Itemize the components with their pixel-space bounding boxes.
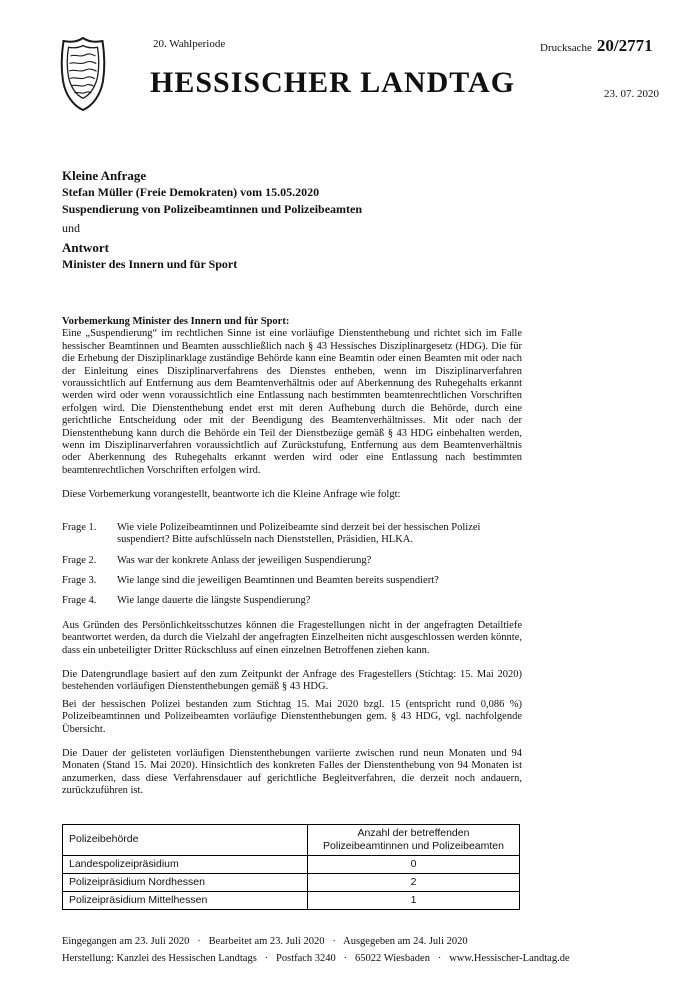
footer: [62, 933, 662, 967]
anfrage-subject: Suspendierung von Polizeibeamtinnen und Polizeibeamten: [62, 202, 363, 216]
table-row: [63, 855, 520, 873]
drucksache: [540, 36, 653, 56]
answer-paragraph: Aus Gründen des Persönlichkeitsschutzes können die Fragestellungen nicht in der angefragten Detailtiefe beantwortet werden, da durch die Vielzahl der angefragten Einzelheiten nicht ausgeschlossen werden könnte, dass ein unbeteiligter Dritter Rückschluss auf einen einzelnen Betroffenen ziehen kann.: [62, 619, 522, 656]
question-row: [62, 522, 522, 547]
minister-line: Minister des Innern und für Sport: [62, 257, 238, 271]
kleine-anfrage-heading: Kleine Anfrage: [62, 168, 147, 183]
question-label: Frage 2.: [62, 554, 97, 566]
footer-line-publisher: Herstellung: Kanzlei des Hessischen Landtags · Postfach 3240 · 65022 Wiesbaden · www.Hessischer-Landtag.de: [62, 953, 570, 964]
question-text: Wie lange sind die jeweiligen Beamtinnen und Beamten bereits suspendiert?: [117, 574, 439, 586]
answer-paragraph: Die Datengrundlage basiert auf den zum Zeitpunkt der Anfrage des Fragestellers (Stichtag: 15. Mai 2020) bestehenden vorläufigen Dienstenthebungen gemäß § 43 HDG.: [62, 668, 522, 693]
cell-behoerde: Polizeipräsidium Mittelhessen: [63, 891, 308, 909]
question-text: Wie viele Polizeibeamtinnen und Polizeibeamte sind derzeit bei der hessischen Polizei suspendiert? Bitte aufschlüsseln nach Dienststellen, Präsidien, HLKA.: [117, 521, 481, 546]
table-row: [63, 873, 520, 891]
document-body: [62, 168, 522, 910]
question-text: Was war der konkrete Anlass der jeweiligen Suspendierung?: [117, 554, 372, 566]
intro-line: Diese Vorbemerkung vorangestellt, beantworte ich die Kleine Anfrage wie folgt:: [62, 489, 401, 501]
cell-anzahl: 0: [308, 855, 520, 873]
question-label: Frage 1.: [62, 521, 97, 533]
table-header-row: [63, 824, 520, 855]
cell-anzahl: 2: [308, 873, 520, 891]
landtag-title: HESSISCHER LANDTAG: [150, 66, 516, 99]
answer-paragraph: Bei der hessischen Polizei bestanden zum Stichtag 15. Mai 2020 bzgl. 15 (entspricht rund 0,086 %) Polizeibeamtinnen und Polizeibeamten vorläufige Dienstenthebungen gem. § 43 HDG, vgl. nachfolgende Übersicht.: [62, 698, 522, 735]
question-label: Frage 3.: [62, 574, 97, 586]
question-label: Frage 4.: [62, 595, 97, 607]
table-row: [63, 891, 520, 909]
vorbemerkung-heading: Vorbemerkung Minister des Innern und für Sport:: [62, 316, 290, 327]
und-connector: und: [62, 221, 80, 235]
document-date: 23. 07. 2020: [604, 88, 659, 100]
question-row: [62, 555, 522, 567]
questions-list: [62, 522, 522, 608]
question-text: Wie lange dauerte die längste Suspendierung?: [117, 595, 311, 607]
cell-anzahl: 1: [308, 891, 520, 909]
statistics-table: [62, 824, 520, 910]
cell-behoerde: Landespolizeipräsidium: [63, 855, 308, 873]
cell-behoerde: Polizeipräsidium Nordhessen: [63, 873, 308, 891]
antwort-heading: Antwort: [62, 240, 109, 255]
table-header-anzahl: Anzahl der betreffenden Polizeibeamtinnen und Polizeibeamten: [308, 824, 520, 855]
anfrage-author: Stefan Müller (Freie Demokraten) vom 15.05.2020: [62, 185, 320, 199]
hessen-coat-of-arms-icon: [58, 36, 108, 112]
title-block: [62, 168, 522, 272]
drucksache-number: 20/2771: [596, 36, 653, 55]
table-header-behoerde: Polizeibehörde: [63, 824, 308, 855]
wahlperiode-label: 20. Wahlperiode: [153, 38, 226, 50]
question-row: [62, 595, 522, 607]
vorbemerkung-text: Eine „Suspendierung“ im rechtlichen Sinne ist eine vorläufige Dienstenthebung und richtet sich im Falle hessischer Beamtinnen und Beamten ausschließlich nach § 43 Hessisches Disziplinargesetz (HDG). Die für die Erhebung der Disziplinarklage zuständige Behörde kann eine Beamtin oder einen Beamten mit oder nach der Einleitung eines Disziplinarverfahrens des Dienstes entheben, wenn im Disziplinarverfahren voraussichtlich auf Entfernung aus dem Beamtenverhältnis oder auf Aberkennung des Ruhegehalts erkannt werden wird oder wenn voraussichtlich eine Entlassung nach bestimmten beamtenrechtlichen Vorschriften erfolgen wird. Die Dienstenthebung endet erst mit deren Aufhebung durch die Behörde, durch eine gerichtliche Entscheidung oder mit der Beendigung des Beamtenverhältnisses. Mit oder nach der Dienstenthebung kann durch die Behörde ein Teil der Dienstbezüge gemäß § 43 HDG einbehalten werden, wenn im Disziplinarverfahren voraussichtlich auf Zurückstufung, Entfernung aus dem Beamtenverhältnis oder Aberkennung des Ruhegehalts erkannt werden wird oder eine Entlassung nach bestimmten beamtenrechtlichen Vorschriften erfolgen wird.: [62, 328, 522, 476]
question-row: [62, 575, 522, 587]
footer-line-dates: Eingegangen am 23. Juli 2020 · Bearbeitet am 23. Juli 2020 · Ausgegeben am 24. Juli 2020: [62, 936, 468, 947]
answer-paragraph: Die Dauer der gelisteten vorläufigen Dienstenthebungen variierte zwischen rund neun Monaten und 94 Monaten (Stand 15. Mai 2020). Hinsichtlich des konkreten Falles der Dienstenthebung von 94 Monaten ist anzumerken, dass diese Verfahrensdauer auf gerichtliche Begleitverfahren, die derzeit noch andauern, zurückzuführen ist.: [62, 747, 522, 797]
drucksache-label: Drucksache: [540, 42, 592, 54]
